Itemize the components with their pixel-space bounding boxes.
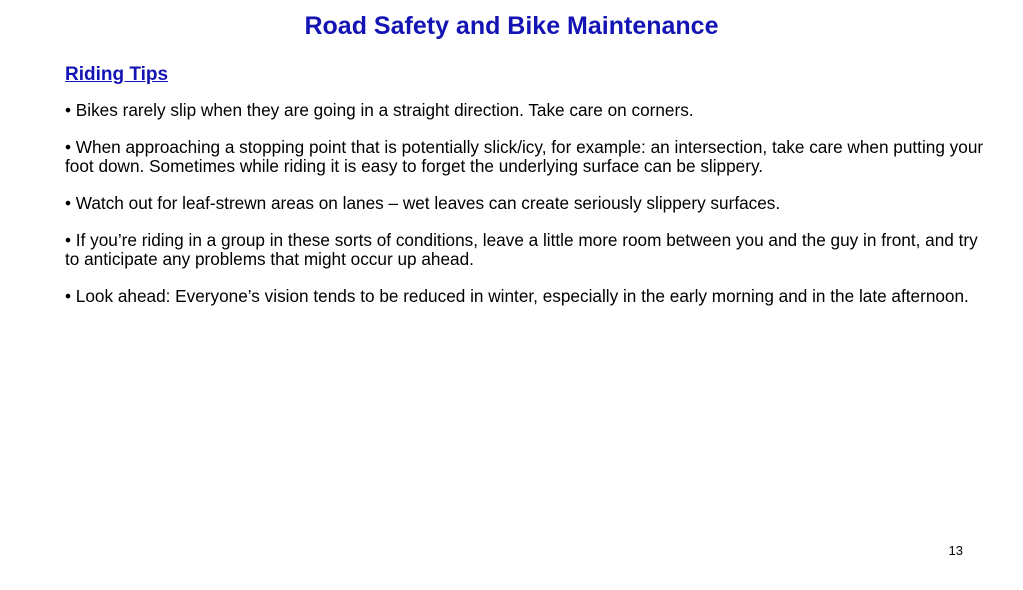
page-number: 13 xyxy=(948,543,963,558)
slide-title: Road Safety and Bike Maintenance xyxy=(304,12,719,40)
bullet-item: • Watch out for leaf-strewn areas on lanes – wet leaves can create seriously slippery surfaces. xyxy=(65,193,781,213)
bullet-list xyxy=(65,101,985,324)
bullet-item: • Bikes rarely slip when they are going in a straight direction. Take care on corners. xyxy=(65,100,694,120)
bullet-item: • If you’re riding in a group in these sorts of conditions, leave a little more room between you and the guy in front, and try to anticipate any problems that might occur up ahead. xyxy=(65,230,978,269)
bullet-item: • Look ahead: Everyone’s vision tends to be reduced in winter, especially in the early morning and in the late afternoon. xyxy=(65,286,969,306)
section-heading: Riding Tips xyxy=(65,64,169,85)
bullet-item: • When approaching a stopping point that is potentially slick/icy, for example: an intersection, take care when putting your foot down. Sometimes while riding it is easy to forget the underlying surface can be slippery. xyxy=(65,137,984,176)
